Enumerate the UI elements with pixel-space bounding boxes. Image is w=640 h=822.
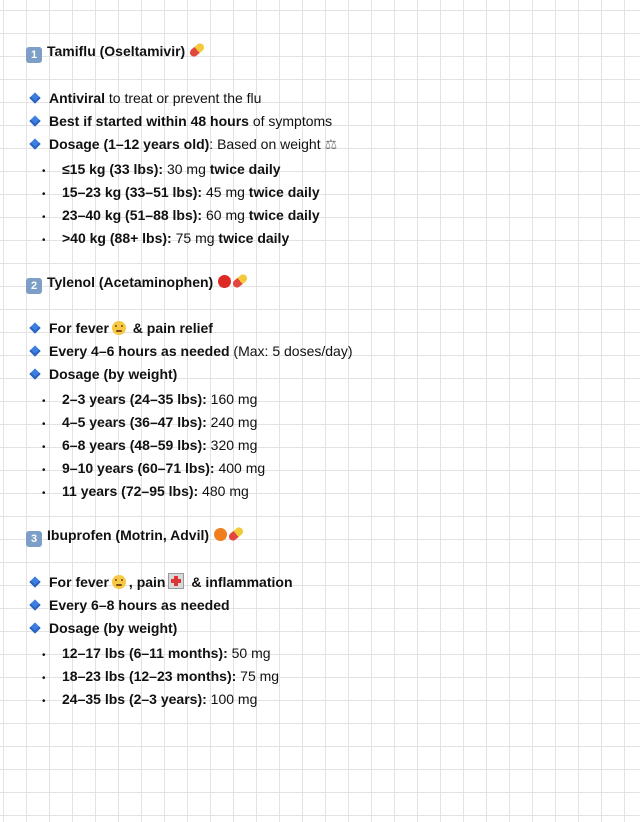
blue-diamond-icon bbox=[29, 92, 40, 103]
list-item: • 24–35 lbs (2–3 years): 100 mg bbox=[42, 691, 258, 707]
blue-diamond-icon bbox=[29, 322, 40, 333]
list-item: • 23–40 kg (51–88 lbs): 60 mg twice daily bbox=[42, 207, 320, 223]
section-3-heading bbox=[26, 526, 244, 544]
section-3-point-1: For fever , pain & inflammation bbox=[28, 573, 293, 591]
list-item: • 15–23 kg (33–51 lbs): 45 mg twice daily bbox=[42, 184, 320, 200]
red-circle-icon bbox=[218, 275, 231, 288]
list-item: • >40 kg (88+ lbs): 75 mg twice daily bbox=[42, 230, 290, 246]
section-1-title: Tamiflu (Oseltamivir) bbox=[47, 43, 186, 59]
section-3-point-2: Every 6–8 hours as needed bbox=[28, 596, 230, 614]
list-item: • 2–3 years (24–35 lbs): 160 mg bbox=[42, 391, 258, 407]
pill-icon bbox=[232, 273, 249, 289]
section-1-point-3: Dosage (1–12 years old): Based on weight ⚖ bbox=[28, 135, 337, 153]
list-item: • 18–23 lbs (12–23 months): 75 mg bbox=[42, 668, 280, 684]
section-2-point-2: Every 4–6 hours as needed (Max: 5 doses/day) bbox=[28, 342, 352, 360]
keycap-number-icon: 3 bbox=[26, 531, 42, 547]
section-2-heading bbox=[26, 273, 248, 291]
blue-diamond-icon bbox=[29, 622, 40, 633]
pill-icon bbox=[227, 526, 244, 542]
blue-diamond-icon bbox=[29, 368, 40, 379]
section-3-title: Ibuprofen (Motrin, Advil) bbox=[47, 527, 210, 543]
blue-diamond-icon bbox=[29, 599, 40, 610]
section-2-title: Tylenol (Acetaminophen) bbox=[47, 274, 214, 290]
section-1-point-1: Antiviral to treat or prevent the flu bbox=[28, 89, 261, 107]
blue-diamond-icon bbox=[29, 138, 40, 149]
section-1-point-2: Best if started within 48 hours of symptoms bbox=[28, 112, 332, 130]
hospital-icon bbox=[168, 573, 184, 589]
section-2-point-3: Dosage (by weight) bbox=[28, 365, 177, 383]
list-item: • 9–10 years (60–71 lbs): 400 mg bbox=[42, 460, 266, 476]
section-2-point-1: For fever & pain relief bbox=[28, 319, 213, 337]
orange-circle-icon bbox=[214, 528, 227, 541]
keycap-number-icon: 1 bbox=[26, 47, 42, 63]
list-item: • ≤15 kg (33 lbs): 30 mg twice daily bbox=[42, 161, 281, 177]
sick-face-icon bbox=[112, 321, 126, 335]
keycap-number-icon: 2 bbox=[26, 278, 42, 294]
sick-face-icon bbox=[112, 575, 126, 589]
list-item: • 12–17 lbs (6–11 months): 50 mg bbox=[42, 645, 271, 661]
list-item: • 6–8 years (48–59 lbs): 320 mg bbox=[42, 437, 258, 453]
section-3-point-3: Dosage (by weight) bbox=[28, 619, 177, 637]
pill-icon bbox=[189, 42, 206, 58]
list-item: • 4–5 years (36–47 lbs): 240 mg bbox=[42, 414, 258, 430]
blue-diamond-icon bbox=[29, 115, 40, 126]
blue-diamond-icon bbox=[29, 576, 40, 587]
section-1-heading bbox=[26, 42, 205, 60]
balance-scale-icon: ⚖ bbox=[324, 136, 338, 152]
blue-diamond-icon bbox=[29, 345, 40, 356]
list-item: • 11 years (72–95 lbs): 480 mg bbox=[42, 483, 249, 499]
